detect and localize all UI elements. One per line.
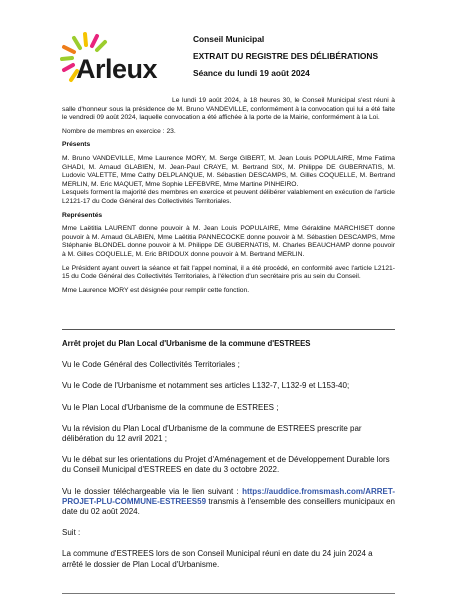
document-header: [193, 34, 433, 85]
present-list: M. Bruno VANDEVILLE, Mme Laurence MORY, M. Serge GIBERT, M. Jean Louis POPULAIRE, Mme Fatima GHADI, M. Arnaud GLABIEN, M. Jean-Paul CRAYE, M. Bertrand SIX, M. Philippe DE GUBERNATIS, M. Ludovic VALETTE, Mme Cathy DELPLANQUE, M. Sébastien DESCAMPS, M. Gilles COQUELLE, M. Bertrand MERLIN, M. Eric MAQUET, Mme Sophie LEFEBVRE, Mme Martine PINHEIRO.: [62, 154, 395, 188]
arleux-logo: [60, 30, 172, 92]
deliberation-section: [62, 339, 395, 581]
download-link[interactable]: https://auddice.fromsmash.com/ARRET-PROJET-PLU-COMMUNE-ESTREES59: [62, 486, 395, 506]
conclusion-text: La commune d'ESTREES lors de son Conseil Municipal réuni en date du 24 juin 2024 a arrêté le dossier de Plan Local d'Urbanisme.: [62, 549, 373, 569]
represented-list: Mme Laëtitia LAURENT donne pouvoir à M. Jean Louis POPULAIRE, Mme Géraldine MARCHISET donne pouvoir à M. Arnaud GLABIEN, Mme Laëtitia PANNECOCKE donne pouvoir à M. Sébastien DESCAMPS, Mme Stéphanie BLONDEL donne pouvoir à M. Philippe DE GUBERNATIS, M. Charles BEAUCHAMP donne pouvoir à M. Gilles COQUELLE, M. Eric BRIDOUX donne pouvoir à M. Bertrand MERLIN.: [62, 225, 395, 258]
consideration-item: Vu le Code de l'Urbanisme et notamment ses articles L132-7, L132-9 et L153-40;: [62, 381, 350, 391]
suit-label: Suit :: [62, 528, 81, 538]
intro-paragraph: Le lundi 19 août 2024, à 18 heures 30, le Conseil Municipal s'est réuni à salle d'honneur sous la présidence de M. Bruno VANDEVILLE, conformément à la convocation qui lui a été faite le vendredi 09 août 2024, laquelle convocation a été affichée à la porte de la Mairie, conformément à la Loi.: [62, 97, 395, 122]
consideration-item: Vu le débat sur les orientations du Projet d'Aménagement et de Développement Durable lors du Conseil Municipal d'ESTREES en date du 3 octobre 2022.: [62, 455, 390, 475]
logo-wordmark: Arleux: [76, 54, 158, 84]
document-title: EXTRAIT DU REGISTRE DES DÉLIBÉRATIONS: [193, 51, 379, 61]
deliberation-title: Arrêt projet du Plan Local d'Urbanisme de la commune d'ESTREES: [62, 339, 311, 348]
session-date: Séance du lundi 19 août 2024: [193, 68, 310, 78]
secretary-text: Mme Laurence MORY est désignée pour remplir cette fonction.: [62, 286, 250, 294]
download-intro: Vu le dossier téléchargeable via le lien suivant :: [62, 486, 239, 496]
consideration-item: Vu le Plan Local d'Urbanisme de la commune de ESTREES ;: [62, 402, 279, 412]
present-heading: Présents: [62, 141, 91, 149]
roll-call-text: Le Président ayant ouvert la séance et fait l'appel nominal, il a été procédé, en conformité avec l'article L2121-15 du Code Général des Collectivités Territoriales, à l'élection d'un secrétaire pris au sein du Conseil.: [62, 264, 395, 281]
download-paragraph: [62, 487, 395, 518]
quorum-text: Lesquels forment la majorité des membres en exercice et peuvent délibérer valablement en exécution de l'article L2121-17 du Code Général des Collectivités Territoriales.: [62, 189, 395, 205]
consideration-item: Vu la révision du Plan Local d'Urbanisme de la commune de ESTREES prescrite par délibération du 12 avril 2021 ;: [62, 423, 362, 444]
members-count: Nombre de membres en exercice : 23.: [62, 127, 176, 135]
footer-line: [62, 593, 395, 594]
represented-heading: Représentés: [62, 211, 103, 219]
consideration-item: Vu le Code Général des Collectivités Territoriales ;: [62, 360, 240, 370]
section-divider: [62, 329, 395, 330]
council-name: Conseil Municipal: [193, 34, 265, 44]
minutes-body: [62, 97, 395, 300]
download-outro: transmis à l'ensemble des conseillers municipaux en date du 02 août 2024.: [62, 496, 395, 517]
